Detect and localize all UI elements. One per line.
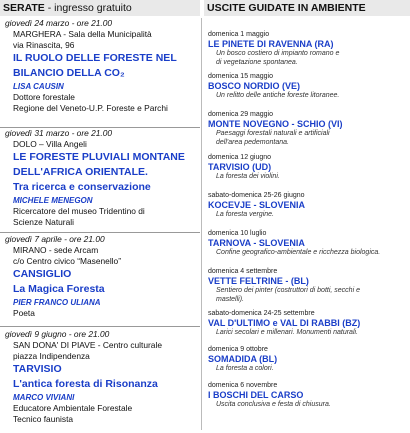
trip-description: Larici secolari e millenari. Monumenti naturali. bbox=[216, 329, 359, 336]
column-divider bbox=[201, 18, 202, 430]
trip-place: VETTE FELTRINE - (BL) bbox=[208, 276, 309, 286]
event-item bbox=[5, 18, 200, 114]
event-role: Regione del Veneto-U.P. Foreste e Parchi bbox=[13, 103, 168, 113]
event-item bbox=[5, 128, 200, 228]
event-title: TARVISIO bbox=[13, 363, 62, 375]
trip-date: sabato-domenica 25-26 giugno bbox=[208, 192, 305, 199]
trip-description: Paesaggi forestali naturali e artificiali bbox=[216, 130, 330, 137]
trip-date: domenica 1 maggio bbox=[208, 31, 270, 38]
event-title: IL RUOLO DELLE FORESTE NEL bbox=[13, 52, 177, 64]
event-date: giovedì 24 marzo - ore 21.00 bbox=[5, 18, 113, 28]
trip-place: VAL D'ULTIMO e VAL DI RABBI (BZ) bbox=[208, 318, 361, 328]
event-title: BILANCIO DELLA CO₂ bbox=[13, 67, 125, 79]
evening-events-header bbox=[0, 0, 200, 16]
trip-place: MONTE NOVEGNO - SCHIO (VI) bbox=[208, 119, 343, 129]
trip-description: Un relitto delle antiche foreste litoranee. bbox=[216, 92, 340, 99]
trip-date: domenica 6 novembre bbox=[208, 382, 278, 389]
event-speaker: MARCO VIVIANI bbox=[13, 393, 75, 402]
event-title: L'antica foresta di Risonanza bbox=[13, 378, 158, 390]
trip-description: di vegetazione spontanea. bbox=[216, 58, 298, 66]
event-title: LE FORESTE PLUVIALI MONTANE bbox=[13, 151, 185, 163]
trip-item bbox=[208, 110, 410, 147]
trip-date: domenica 15 maggio bbox=[208, 73, 273, 80]
event-title: Tra ricerca e conservazione bbox=[13, 181, 151, 193]
event-role: Scienze Naturali bbox=[13, 217, 74, 227]
divider bbox=[0, 326, 200, 327]
header-subtitle: - ingresso gratuito bbox=[44, 2, 132, 14]
event-role: Dottore forestale bbox=[13, 92, 75, 102]
event-venue: via Rinascita, 96 bbox=[13, 40, 75, 50]
evening-events-column bbox=[0, 0, 200, 424]
event-date: giovedì 31 marzo - ore 21.00 bbox=[5, 128, 113, 138]
event-venue: c/o Centro civico “Masenello” bbox=[13, 256, 121, 266]
divider bbox=[0, 232, 200, 233]
trip-item bbox=[208, 267, 410, 304]
event-date: giovedì 9 giugno - ore 21.00 bbox=[5, 329, 110, 339]
trip-description: Uscita conclusiva e festa di chiusura. bbox=[216, 401, 331, 408]
event-title: DELL'AFRICA ORIENTALE. bbox=[13, 166, 148, 178]
event-speaker: PIER FRANCO ULIANA bbox=[13, 298, 101, 307]
event-venue: DOLO – Villa Angeli bbox=[13, 139, 87, 149]
event-title: CANSIGLIO bbox=[13, 268, 72, 280]
trip-date: domenica 10 luglio bbox=[208, 230, 267, 237]
event-item bbox=[5, 234, 200, 319]
trip-date: domenica 29 maggio bbox=[208, 111, 273, 118]
trip-item bbox=[208, 30, 410, 67]
event-speaker: LISA CAUSIN bbox=[13, 82, 64, 91]
event-venue: piazza Indipendenza bbox=[13, 351, 90, 361]
trip-place: TARNOVA - SLOVENIA bbox=[208, 238, 305, 248]
trip-date: domenica 12 giugno bbox=[208, 154, 272, 161]
event-role: Ricercatore del museo Tridentino di bbox=[13, 206, 145, 216]
trip-date: domenica 9 ottobre bbox=[208, 346, 268, 353]
trip-description: Confine geografico-ambientale e ricchezza biologica. bbox=[216, 249, 381, 256]
event-item bbox=[5, 329, 200, 425]
trip-description: Sentiero dei pinter (costruttori di botti, secchi e bbox=[216, 287, 360, 294]
event-role: Poeta bbox=[13, 308, 35, 318]
trip-place: BOSCO NORDIO (VE) bbox=[208, 81, 301, 91]
trip-description: La foresta vergine. bbox=[216, 211, 274, 218]
trip-description: La foresta dei violini. bbox=[216, 173, 280, 180]
trip-description: Un bosco costiero di impianto romano e bbox=[216, 50, 340, 57]
event-role: Tecnico faunista bbox=[13, 414, 74, 424]
trip-item bbox=[208, 72, 410, 101]
guided-trips-column bbox=[204, 0, 410, 408]
guided-trips-header: USCITE GUIDATE IN AMBIENTE bbox=[204, 0, 410, 16]
trip-date: domenica 4 settembre bbox=[208, 268, 278, 275]
trip-description: dell'area pedemontana. bbox=[216, 138, 289, 146]
trip-item bbox=[208, 381, 410, 410]
trip-place: TARVISIO (UD) bbox=[208, 162, 272, 172]
trip-item bbox=[208, 309, 410, 338]
trip-item bbox=[208, 229, 410, 258]
event-role: Educatore Ambientale Forestale bbox=[13, 403, 133, 413]
trip-description: mastelli). bbox=[216, 295, 245, 303]
event-speaker: MICHELE MENEGON bbox=[13, 196, 93, 205]
trip-description: La foresta a colori. bbox=[216, 365, 274, 372]
trip-item bbox=[208, 153, 410, 182]
header-bold: SERATE bbox=[3, 2, 45, 14]
trip-place: KOCEVJE - SLOVENIA bbox=[208, 200, 306, 210]
trip-date: sabato-domenica 24-25 settembre bbox=[208, 310, 315, 317]
event-venue: SAN DONA' DI PIAVE - Centro culturale bbox=[13, 340, 162, 350]
trip-place: I BOSCHI DEL CARSO bbox=[208, 390, 304, 400]
event-venue: MARGHERA - Sala della Municipalità bbox=[13, 29, 152, 39]
event-title: La Magica Foresta bbox=[13, 283, 105, 295]
trip-item bbox=[208, 191, 410, 220]
event-date: giovedì 7 aprile - ore 21.00 bbox=[5, 234, 105, 244]
event-venue: MIRANO - sede Arcam bbox=[13, 245, 99, 255]
trip-place: LE PINETE DI RAVENNA (RA) bbox=[208, 39, 334, 49]
trip-place: SOMADIDA (BL) bbox=[208, 354, 278, 364]
trip-item bbox=[208, 345, 410, 374]
